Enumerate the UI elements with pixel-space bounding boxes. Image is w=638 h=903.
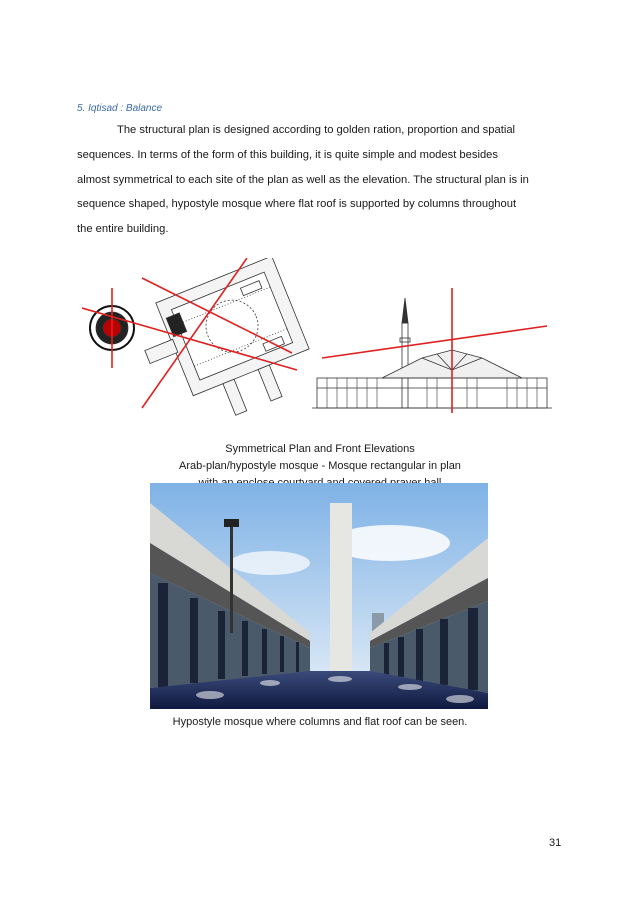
page-number: 31 <box>549 837 562 849</box>
body-paragraph <box>77 118 563 242</box>
body-line: sequences. In terms of the form of this building, it is quite simple and modest besides <box>77 148 498 161</box>
body-line: almost symmetrical to each site of the plan as well as the elevation. The structural plan is in <box>77 173 529 186</box>
body-line: The structural plan is designed according to golden ration, proportion and spatial <box>117 124 516 136</box>
hypostyle-photo <box>150 483 488 709</box>
floor-plan-drawing <box>90 258 322 418</box>
elevation-axis-lines <box>322 288 547 413</box>
caption-line: Arab-plan/hypostyle mosque - Mosque rectangular in plan <box>179 460 461 472</box>
figure-caption-photo: Hypostyle mosque where columns and flat roof can be seen. <box>172 716 468 728</box>
section-heading: 5. Iqtisad : Balance <box>77 103 163 114</box>
front-elevation-drawing <box>312 298 552 408</box>
body-line: the entire building. <box>77 223 169 236</box>
caption-line: Symmetrical Plan and Front Elevations <box>225 443 415 455</box>
plan-elevation-drawing <box>82 258 552 418</box>
body-line: sequence shaped, hypostyle mosque where flat roof is supported by columns throughout <box>77 198 517 211</box>
